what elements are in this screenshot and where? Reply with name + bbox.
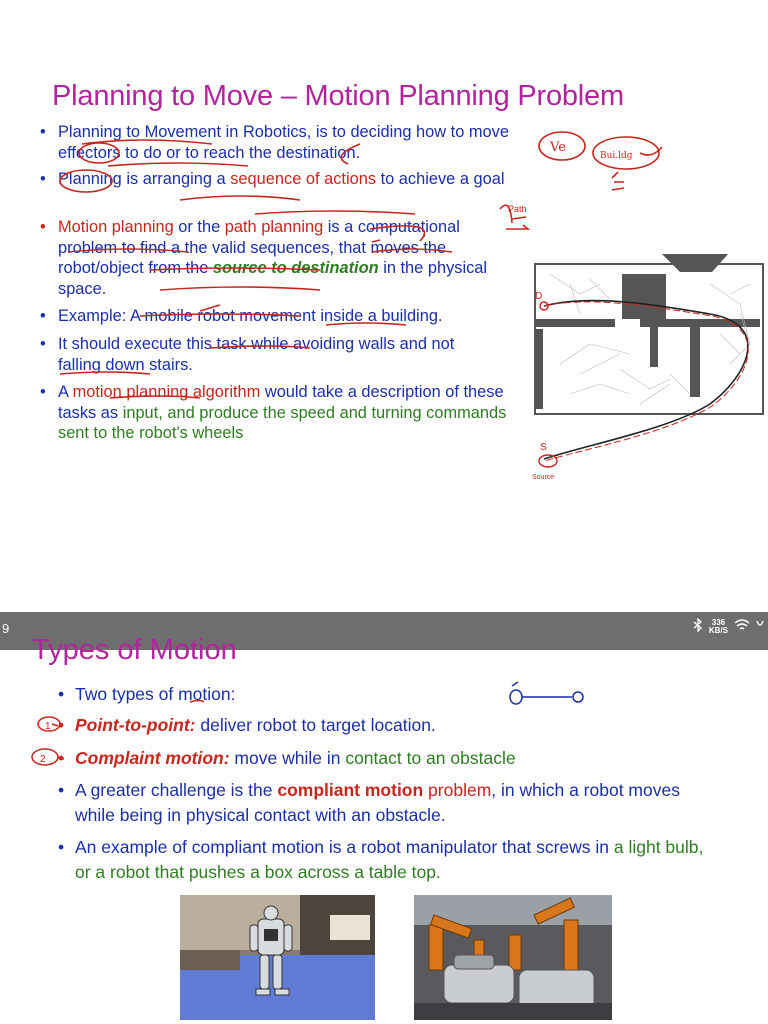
bullet-item xyxy=(40,334,520,375)
bullet-item xyxy=(40,217,520,299)
humanoid-robot-photo xyxy=(180,895,375,1020)
bullet-item xyxy=(40,382,520,444)
bullet-dot: • xyxy=(58,684,65,704)
bullet-dot: • xyxy=(58,780,65,800)
bullet-dot: • xyxy=(58,837,65,857)
svg-text:S: S xyxy=(540,442,547,453)
svg-text:Path: Path xyxy=(508,204,527,214)
slide-title: Planning to Move – Motion Planning Problem xyxy=(52,80,624,112)
bullet-text: Two types of motion: xyxy=(75,684,236,704)
svg-text:1: 1 xyxy=(45,721,51,732)
bullet-dot: • xyxy=(40,123,46,141)
bullet-item xyxy=(58,746,738,771)
bullet-text: An example of compliant motion is a robot manipulator that screws in a light bulb, or a robot that pushes a box across a table top. xyxy=(75,837,704,882)
bullet-dot: • xyxy=(40,335,46,353)
svg-text:Bui.ldg: Bui.ldg xyxy=(600,151,633,161)
bullet-item xyxy=(40,169,520,190)
svg-text:D: D xyxy=(535,291,543,302)
bullet-dot: • xyxy=(40,170,46,188)
wifi-icon xyxy=(734,619,750,634)
bullet-item xyxy=(58,713,738,738)
bullet-item xyxy=(40,306,520,327)
bullet-text: A motion planning algorithm would take a description of these tasks as input, and produce the speed and turning commands sent to the robot's wheels xyxy=(58,383,507,442)
svg-text:2: 2 xyxy=(40,754,46,765)
bullet-dot: • xyxy=(40,218,46,236)
slide-1 xyxy=(0,54,768,490)
bullet-text: It should execute this task while avoiding walls and not falling down stairs. xyxy=(58,335,455,374)
bullet-item xyxy=(58,835,738,885)
svg-text:Ve: Ve xyxy=(550,140,566,155)
bullet-item xyxy=(40,122,520,163)
bluetooth-icon xyxy=(693,618,703,635)
network-speed: 336 KB/S xyxy=(708,617,728,635)
bullet-item xyxy=(58,778,738,828)
bullet-dot: • xyxy=(58,748,65,768)
bullet-text: Motion planning or the path planning is a computational problem to find a the valid sequences, that moves the robot/object from the source to destination in the physical space. xyxy=(58,218,488,298)
slide-title: Types of Motion xyxy=(32,634,237,666)
bullet-text: Complaint motion: move while in contact to an obstacle xyxy=(75,748,516,768)
bullet-dot: • xyxy=(40,307,46,325)
path-planning-map xyxy=(530,254,764,486)
bullet-text: Point-to-point: deliver robot to target location. xyxy=(75,715,436,735)
bullet-text: A greater challenge is the compliant motion problem, in which a robot moves while being in physical contact with an obstacle. xyxy=(75,780,680,825)
battery-icon xyxy=(756,619,764,634)
page-number: 9 xyxy=(2,621,10,636)
bullet-item xyxy=(58,682,738,707)
bullet-dot: • xyxy=(40,383,46,401)
bullet-dot: • xyxy=(58,715,65,735)
factory-robot-arms-photo xyxy=(414,895,612,1020)
bullet-text: Example: A mobile robot movement inside a building. xyxy=(58,307,443,325)
status-icons xyxy=(693,618,764,635)
svg-text:Source: Source xyxy=(532,474,555,481)
bullet-text: Planning to Movement in Robotics, is to deciding how to move effectors to do or to reach the destination. xyxy=(58,123,509,162)
bullet-text: Planning is arranging a sequence of actions to achieve a goal xyxy=(58,170,505,188)
